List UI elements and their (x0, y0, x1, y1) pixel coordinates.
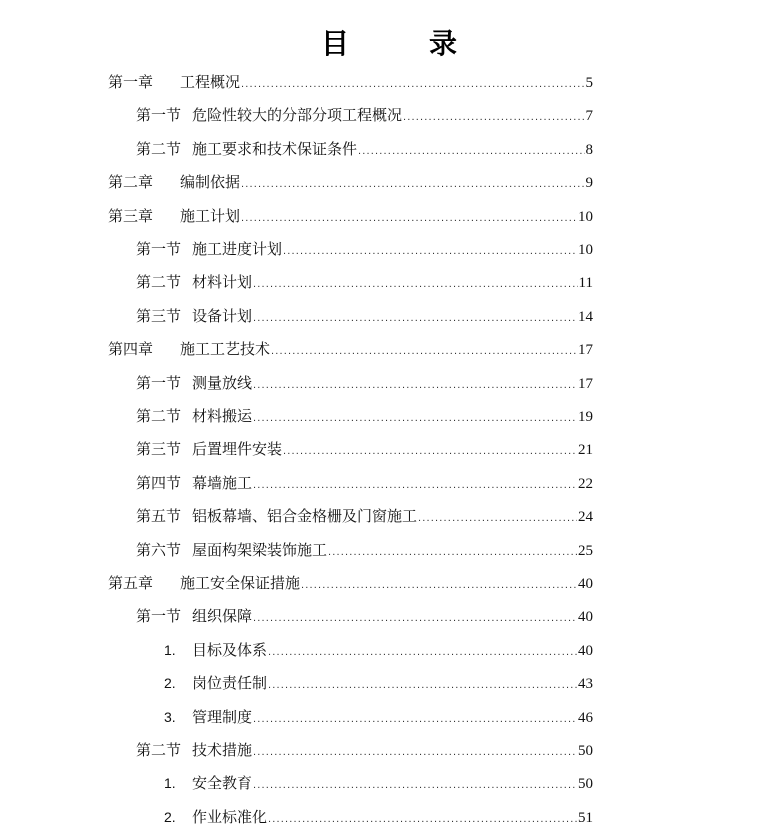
toc-title: 目 录 (320, 27, 483, 60)
toc-entry-number: 第二章 (108, 173, 154, 192)
toc-entry-text: 施工安全保证措施 (180, 574, 301, 592)
toc-entry-number: 第一节 (136, 373, 182, 392)
toc-entry-page: 9 (585, 175, 593, 192)
toc-entry-text: 岗位责任制 (192, 674, 268, 693)
toc-leader-dots (253, 306, 577, 330)
toc-entry-text: 幕墙施工 (192, 473, 253, 492)
toc-entry-text: 施工工艺技术 (180, 340, 271, 359)
toc-leader-dots (418, 506, 577, 530)
toc-entry-text: 目标及体系 (192, 640, 268, 659)
toc-entry[interactable] (108, 571, 593, 595)
toc-entry-text: 施工要求和技术保证条件 (192, 139, 358, 158)
toc-entry-number: 第二节 (136, 741, 182, 759)
toc-entry-text: 设备计划 (192, 306, 253, 325)
toc-entry-number: 第五节 (136, 507, 182, 526)
toc-leader-dots (253, 272, 578, 296)
toc-entry-number: 第六节 (136, 540, 182, 559)
toc-entry[interactable] (136, 237, 593, 261)
toc-entry-page: 10 (578, 242, 593, 258)
toc-entry-text: 组织保障 (192, 607, 253, 626)
toc-leader-dots (253, 373, 577, 397)
toc-leader-dots (283, 439, 577, 463)
toc-entry[interactable] (136, 437, 593, 461)
toc-entry-page: 17 (578, 342, 593, 359)
toc-entry-page: 21 (578, 442, 593, 459)
toc-entry-text: 施工计划 (180, 206, 241, 225)
toc-entry-page: 8 (585, 141, 593, 158)
toc-leader-dots (253, 707, 577, 731)
toc-leader-dots (268, 673, 577, 697)
toc-entry[interactable] (164, 805, 593, 829)
toc-leader-dots (328, 540, 577, 564)
toc-entry-text: 危险性较大的分部分项工程概况 (192, 106, 403, 125)
toc-entry-text: 铝板幕墙、铝合金格栅及门窗施工 (192, 507, 418, 526)
toc-entry[interactable] (164, 671, 593, 695)
toc-entry-page: 50 (578, 776, 593, 793)
toc-entry-number: 第四章 (108, 340, 154, 359)
toc-entry-number: 第三节 (136, 440, 182, 459)
toc-entry-page: 50 (578, 743, 593, 759)
toc-leader-dots (253, 473, 577, 497)
toc-entry-number: 第二节 (136, 407, 182, 425)
toc-entry-page: 10 (578, 208, 593, 225)
toc-entry-number: 1. (164, 641, 176, 658)
toc-leader-dots (271, 339, 577, 363)
toc-entry[interactable] (136, 371, 593, 395)
toc-entry[interactable] (108, 70, 593, 94)
toc-entry-text: 材料搬运 (192, 407, 253, 425)
toc-entry-text: 作业标准化 (192, 807, 268, 826)
toc-entry-number: 第四节 (136, 473, 182, 492)
toc-leader-dots (268, 807, 577, 831)
toc-leader-dots (283, 239, 577, 263)
toc-entry-text: 管理制度 (192, 707, 253, 726)
toc-entry-number: 第三章 (108, 206, 154, 225)
toc-leader-dots (301, 573, 577, 597)
toc-entry-text: 编制依据 (180, 173, 241, 192)
toc-entry[interactable] (164, 638, 593, 662)
toc-entry-number: 第一节 (136, 240, 182, 258)
toc-entry-text: 后置埋件安装 (192, 440, 283, 459)
toc-entry-page: 51 (578, 809, 593, 826)
toc-entry-page: 19 (578, 409, 593, 425)
toc-entry[interactable] (108, 170, 593, 194)
toc-entry-number: 3. (164, 708, 176, 725)
toc-entry-number: 第一节 (136, 607, 182, 626)
toc-entry-page: 5 (585, 75, 593, 91)
toc-entry-number: 1. (164, 775, 176, 792)
toc-entry[interactable] (136, 404, 593, 428)
toc-entry-text: 屋面构架梁装饰施工 (192, 540, 328, 559)
toc-leader-dots (253, 773, 577, 797)
toc-entry[interactable] (136, 103, 593, 127)
toc-entry-page: 22 (578, 475, 593, 492)
toc-entry-text: 材料计划 (192, 273, 253, 292)
toc-leader-dots (403, 105, 584, 129)
toc-entry[interactable] (136, 270, 593, 294)
toc-entry-page: 11 (578, 275, 593, 292)
toc-entry-number: 2. (164, 808, 176, 825)
toc-entry[interactable] (108, 337, 593, 361)
toc-entry[interactable] (164, 771, 593, 795)
toc-entry-page: 7 (585, 108, 593, 125)
toc-entry[interactable] (164, 705, 593, 729)
toc-entry-number: 2. (164, 675, 176, 692)
toc-entry-text: 工程概况 (180, 73, 241, 91)
toc-entry-number: 第三节 (136, 306, 182, 325)
toc-entry-page: 25 (578, 542, 593, 559)
toc-entry-text: 施工进度计划 (192, 240, 283, 258)
toc-leader-dots (268, 640, 577, 664)
toc-entry-page: 24 (578, 509, 593, 526)
toc-entry[interactable] (136, 538, 593, 562)
toc-entry[interactable] (108, 204, 593, 228)
toc-entry[interactable] (136, 304, 593, 328)
toc-leader-dots (253, 606, 577, 630)
toc-leader-dots (253, 740, 577, 764)
toc-entry-page: 43 (578, 676, 593, 693)
toc-entry[interactable] (136, 604, 593, 628)
toc-leader-dots (241, 206, 577, 230)
toc-entry[interactable] (136, 504, 593, 528)
toc-entry-text: 技术措施 (192, 741, 253, 759)
toc-entry[interactable] (136, 738, 593, 762)
toc-entry-page: 17 (578, 375, 593, 392)
toc-entry-number: 第一节 (136, 106, 182, 125)
toc-entry-page: 40 (578, 576, 593, 592)
toc-entry-number: 第二节 (136, 273, 182, 292)
toc-entry-number: 第五章 (108, 574, 154, 592)
toc-entry[interactable] (136, 471, 593, 495)
toc-entry-page: 40 (578, 609, 593, 626)
toc-entry-number: 第二节 (136, 139, 182, 158)
toc-entry-text: 测量放线 (192, 373, 253, 392)
toc-leader-dots (253, 406, 577, 430)
toc-entry-page: 40 (578, 642, 593, 659)
toc-leader-dots (241, 172, 584, 196)
toc-entry-page: 14 (578, 308, 593, 325)
toc-entry-number: 第一章 (108, 73, 154, 91)
toc-entry-text: 安全教育 (192, 774, 253, 793)
toc-leader-dots (358, 139, 584, 163)
toc-entry[interactable] (136, 137, 593, 161)
toc-entry-page: 46 (578, 709, 593, 726)
toc-leader-dots (241, 72, 584, 96)
